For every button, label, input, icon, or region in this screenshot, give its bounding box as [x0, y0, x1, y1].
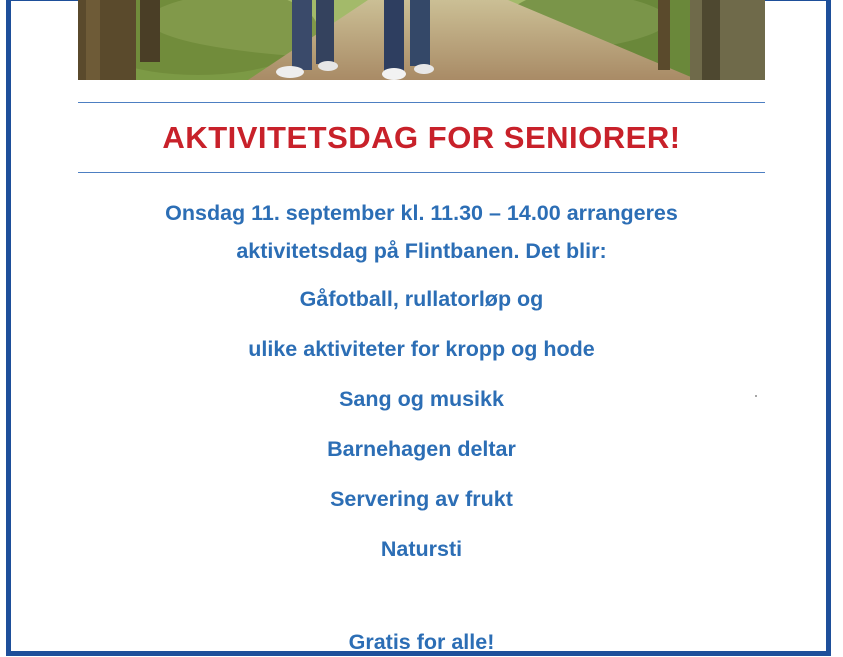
intro-line-1: Onsdag 11. september kl. 11.30 – 14.00 arrangeres: [165, 201, 678, 225]
walking-couple-forest-photo-icon: [78, 0, 765, 80]
intro-line-2: aktivitetsdag på Flintbanen. Det blir:: [236, 239, 607, 263]
activity-item: ulike aktiviteter for kropp og hode: [248, 337, 595, 361]
header-photo: [78, 0, 765, 80]
headline-bottom-rule: [78, 172, 765, 173]
activity-item: Servering av frukt: [330, 487, 513, 511]
footer-text: Gratis for alle!: [348, 630, 495, 654]
activity-list: [60, 284, 783, 584]
activity-item: Gåfotball, rullatorløp og: [299, 287, 544, 311]
activity-item: Barnehagen deltar: [327, 437, 516, 461]
activity-item: Natursti: [380, 537, 463, 561]
activity-item: Sang og musikk: [339, 387, 504, 411]
headline: AKTIVITETSDAG FOR SENIORER!: [162, 120, 681, 155]
headline-top-rule: [78, 102, 765, 103]
scan-speck: [755, 395, 757, 397]
